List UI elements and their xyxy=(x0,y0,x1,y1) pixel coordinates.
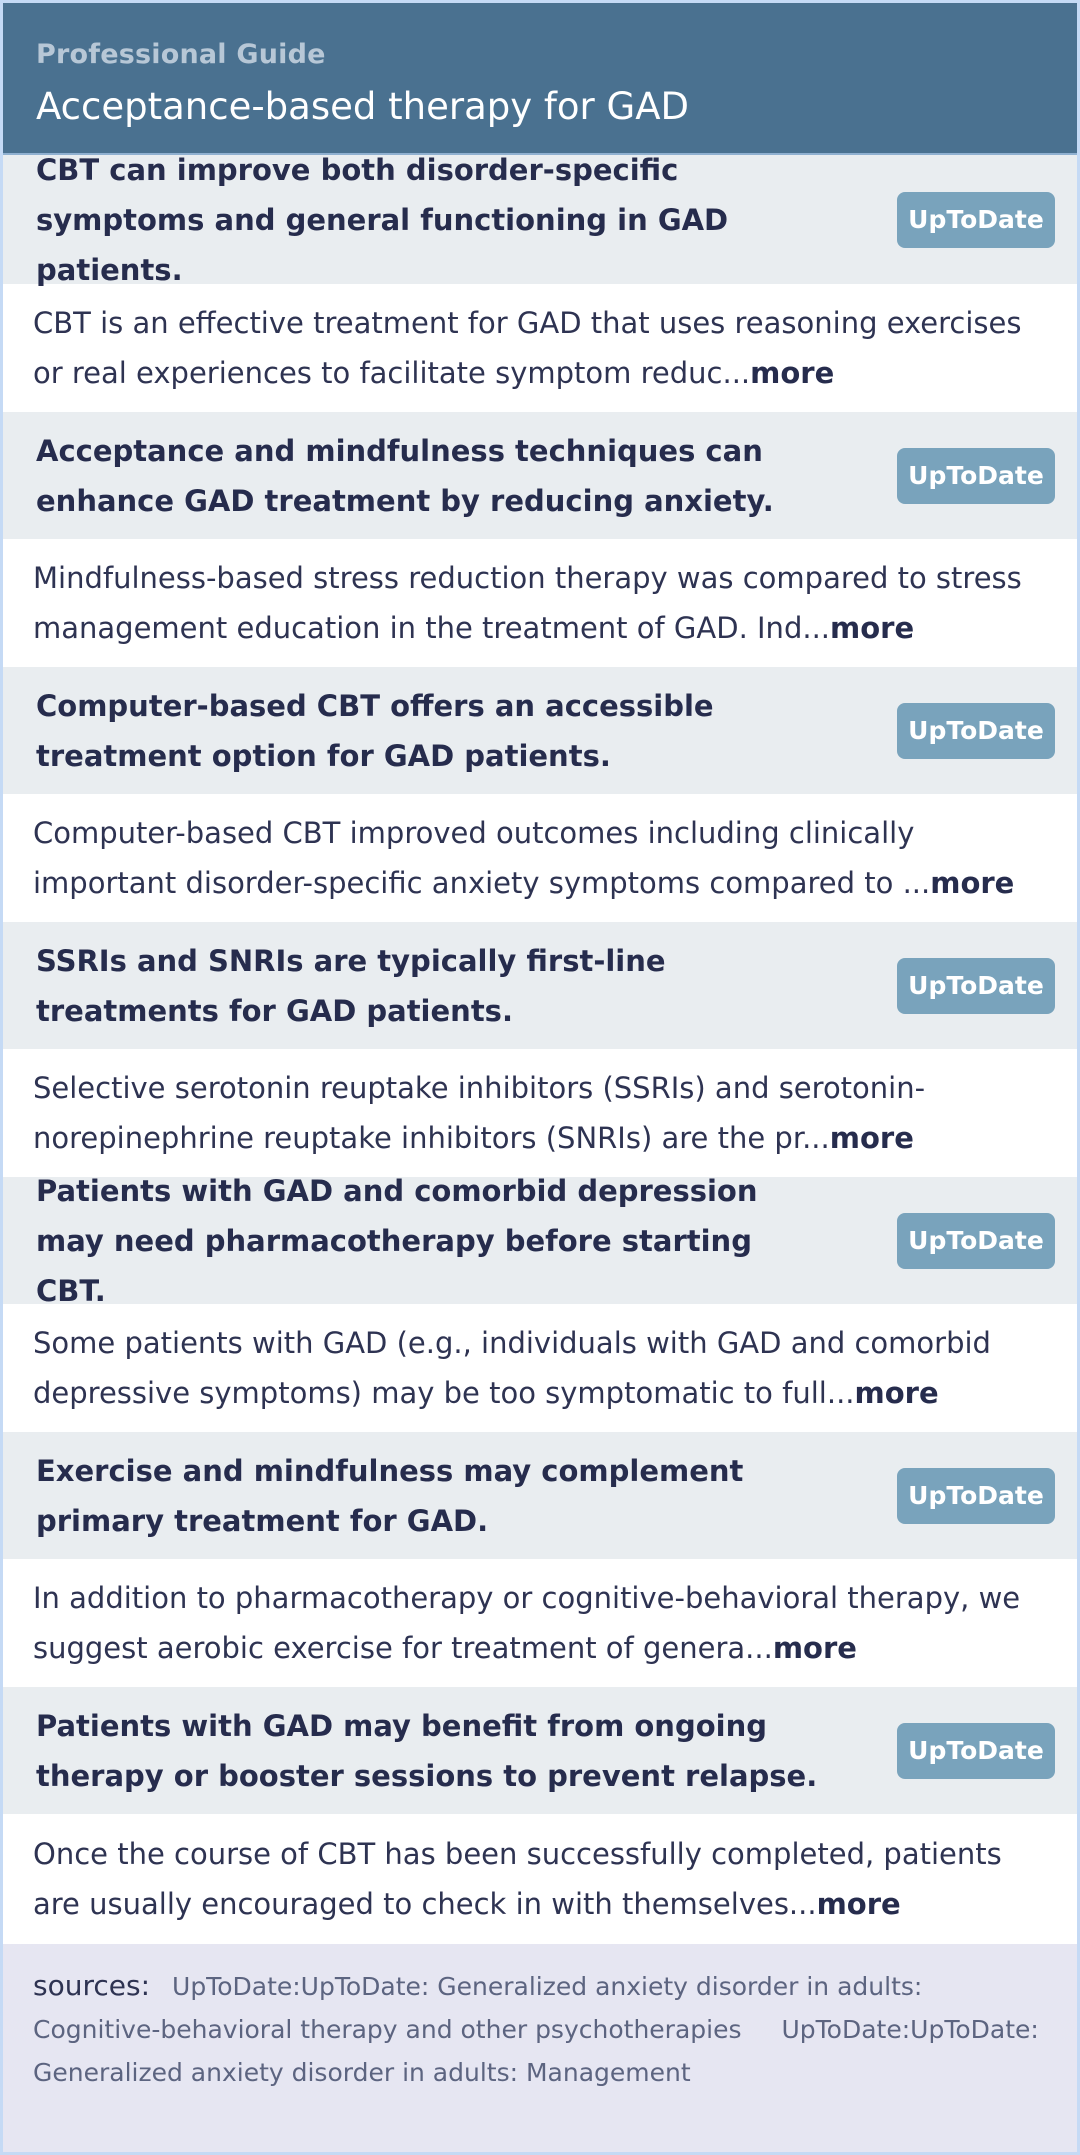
detail-row xyxy=(3,284,1077,412)
detail-summary: Computer-based CBT improved outcomes including clinically important disorder-specific anxiety symptoms compared to ... xyxy=(33,816,931,900)
claim-text: Exercise and mindfulness may complement primary treatment for GAD. xyxy=(36,1453,744,1538)
source-link[interactable]: UpToDate:UpToDate: Generalized anxiety disorder in adults: Management xyxy=(33,2015,1039,2087)
source-link[interactable]: UpToDate:UpToDate: Generalized anxiety disorder in adults: Cognitive-behavioral therapy and other psychotherapies xyxy=(33,1972,923,2044)
more-link[interactable]: more xyxy=(816,1887,901,1921)
claim-row xyxy=(3,152,1077,287)
professional-guide-card xyxy=(3,3,1077,2152)
guide-title: Acceptance-based therapy for GAD xyxy=(36,85,689,128)
detail-text xyxy=(33,553,1047,653)
claim-row xyxy=(3,667,1077,794)
uptodate-badge-button[interactable]: UpToDate xyxy=(897,958,1055,1014)
detail-text xyxy=(33,808,1047,908)
uptodate-badge-button[interactable]: UpToDate xyxy=(897,192,1055,248)
detail-summary: Some patients with GAD (e.g., individuals with GAD and comorbid depressive symptoms) may be too symptomatic to full... xyxy=(33,1326,991,1410)
detail-row xyxy=(3,539,1077,667)
guide-eyebrow: Professional Guide xyxy=(36,39,326,70)
uptodate-badge-button[interactable]: UpToDate xyxy=(897,703,1055,759)
claim-row xyxy=(3,1173,1077,1308)
detail-summary: Mindfulness-based stress reduction therapy was compared to stress management education in the treatment of GAD. Ind... xyxy=(33,561,1022,645)
uptodate-badge-button[interactable]: UpToDate xyxy=(897,1213,1055,1269)
more-link[interactable]: more xyxy=(829,1121,914,1155)
guide-header xyxy=(3,3,1077,155)
claim-row xyxy=(3,1687,1077,1814)
detail-summary: In addition to pharmacotherapy or cognitive-behavioral therapy, we suggest aerobic exercise for treatment of genera... xyxy=(33,1581,1021,1665)
claim-text: Patients with GAD and comorbid depression may need pharmacotherapy before starting CBT. xyxy=(36,1173,758,1308)
claim-row xyxy=(3,412,1077,539)
more-link[interactable]: more xyxy=(854,1376,939,1410)
claim-text: Patients with GAD may benefit from ongoing therapy or booster sessions to prevent relapse. xyxy=(36,1708,818,1793)
more-link[interactable]: more xyxy=(830,611,915,645)
detail-text xyxy=(33,1318,1047,1418)
detail-text xyxy=(33,1573,1047,1673)
sources-label: sources: xyxy=(33,1969,151,2002)
more-link[interactable]: more xyxy=(930,866,1015,900)
detail-summary: Selective serotonin reuptake inhibitors (SSRIs) and serotonin-norepinephrine reuptake inhibitors (SNRIs) are the pr... xyxy=(33,1071,926,1155)
claim-row xyxy=(3,1432,1077,1559)
detail-row xyxy=(3,794,1077,922)
uptodate-badge-button[interactable]: UpToDate xyxy=(897,448,1055,504)
claim-text: Acceptance and mindfulness techniques can enhance GAD treatment by reducing anxiety. xyxy=(36,433,774,518)
claim-text: Computer-based CBT offers an accessible treatment option for GAD patients. xyxy=(36,688,714,773)
sources-section xyxy=(3,1944,1077,2152)
detail-summary: CBT is an effective treatment for GAD that uses reasoning exercises or real experiences to facilitate symptom reduc... xyxy=(33,306,1022,390)
more-link[interactable]: more xyxy=(750,356,835,390)
uptodate-badge-button[interactable]: UpToDate xyxy=(897,1723,1055,1779)
detail-text xyxy=(33,1063,1047,1163)
detail-text xyxy=(33,298,1047,398)
uptodate-badge-button[interactable]: UpToDate xyxy=(897,1468,1055,1524)
claim-text: CBT can improve both disorder-specific symptoms and general functioning in GAD patients. xyxy=(36,152,729,287)
detail-row xyxy=(3,1304,1077,1432)
detail-row xyxy=(3,1049,1077,1177)
detail-row xyxy=(3,1814,1077,1944)
claim-row xyxy=(3,922,1077,1049)
detail-row xyxy=(3,1559,1077,1687)
claim-text: SSRIs and SNRIs are typically first-line treatments for GAD patients. xyxy=(36,943,666,1028)
detail-text xyxy=(33,1829,1047,1929)
more-link[interactable]: more xyxy=(772,1631,857,1665)
detail-summary: Once the course of CBT has been successfully completed, patients are usually encouraged to check in with themselves... xyxy=(33,1837,1002,1921)
